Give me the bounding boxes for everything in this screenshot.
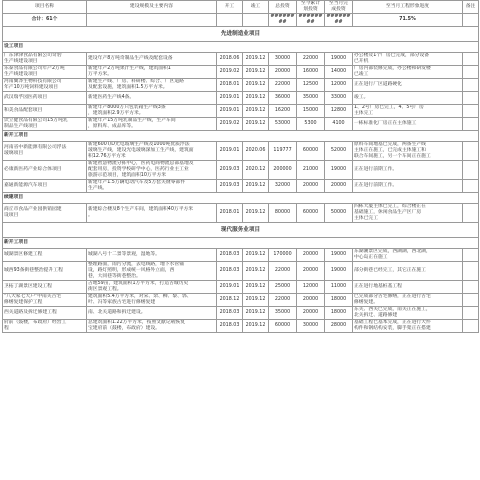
completed-investment: 20000 bbox=[325, 180, 353, 193]
table-row bbox=[3, 118, 479, 131]
project-desc: 新建600T/D光电玻璃生产线及1000吨优质浮法 玻璃生产线，建设光电玻璃深加工生产线，建筑面 积12.76万平方米 bbox=[87, 142, 217, 161]
project-desc: 新建年产2万吨果汁生产线，建筑面积1 万平方米。 bbox=[87, 66, 217, 79]
end-date: 2019.12 bbox=[243, 180, 269, 193]
subsection-header bbox=[3, 193, 479, 204]
completed-investment: 28000 bbox=[325, 320, 353, 333]
total-investment: 36000 bbox=[269, 92, 297, 105]
completed-investment: 14000 bbox=[325, 66, 353, 79]
project-desc: 新建年产15万吨乳制品生产线，生产车间 ，原料库、成品库等。 bbox=[87, 118, 217, 131]
planned-investment: 20000 bbox=[297, 180, 325, 193]
project-name: 商丘市食品产业园供销园建 设项目 bbox=[3, 204, 87, 223]
start-date: 2018.03 bbox=[217, 249, 243, 262]
note bbox=[463, 142, 479, 161]
planned-investment: 20000 bbox=[297, 249, 325, 262]
table-row bbox=[3, 320, 479, 333]
total-investment: 60000 bbox=[269, 320, 297, 333]
header-planned: 至今累计 划投资 bbox=[297, 1, 325, 14]
completed-investment: 4100 bbox=[325, 118, 353, 131]
table-row bbox=[3, 294, 479, 307]
completed-investment: 19000 bbox=[325, 53, 353, 66]
planned-investment: 5300 bbox=[297, 118, 325, 131]
start-date: 2018.03 bbox=[217, 262, 243, 281]
project-desc: 新建智慧物流分拣中心，医药电商物流总部基地及 配套用房，投资学校研学中心，医药行业主工业 旅游示范项目，建筑面积10万平方米 bbox=[87, 161, 217, 180]
project-desc: 建设年产8万吨奇制品生产线及配套设备 bbox=[87, 53, 217, 66]
completed-investment: 52000 bbox=[325, 142, 353, 161]
end-date: 2020.12 bbox=[243, 161, 269, 180]
start-date: 2018.03 bbox=[217, 307, 243, 320]
planned-investment: 21000 bbox=[297, 161, 325, 180]
header-row bbox=[3, 1, 479, 14]
progress-text: 已完成部分古宅修缮，正在进行古宅 修缮复建。 bbox=[353, 294, 463, 307]
table-row bbox=[3, 92, 479, 105]
end-date: 2019.12 bbox=[243, 105, 269, 118]
project-name: 武汉瑞孚园医药项目 bbox=[3, 92, 87, 105]
project-name: 必康新医药产业综合体项目 bbox=[3, 161, 87, 180]
end-date: 2019.12 bbox=[243, 262, 269, 281]
project-desc: 新建综合楼及8个生产车间，建筑面积40万平方米 。 bbox=[87, 204, 217, 223]
total-label: 合计：61个 bbox=[3, 14, 87, 27]
planned-investment: 20000 bbox=[297, 262, 325, 281]
progress-text: 办公楼及1个厂房已完成，部分设备 已开机 bbox=[353, 53, 463, 66]
project-table bbox=[2, 0, 479, 333]
start-date: 2019.01 bbox=[217, 281, 243, 294]
planned-investment: 22000 bbox=[297, 53, 325, 66]
progress-text: 1、2号厂房已完工，4、5号厂房 主体完工 bbox=[353, 105, 463, 118]
start-date: 2018.12 bbox=[217, 294, 243, 307]
total-investment: 25000 bbox=[269, 281, 297, 294]
start-date: 2019.02 bbox=[217, 118, 243, 131]
note bbox=[463, 180, 479, 193]
completed-investment: 19000 bbox=[325, 249, 353, 262]
project-desc: 新建生产线、厂房、科研楼、综合、厂区道路 及配套设施，建筑面积1.5万平方米。 bbox=[87, 79, 217, 92]
progress-text: 基础工程已基本完成，正在进行大件 构件和钢结构安装，脚手架正在搭建 bbox=[353, 320, 463, 333]
project-name: 河南省中新能源有限公司浮法 玻璃项目 bbox=[3, 142, 87, 161]
project-name: 嘉通新能源汽车项目 bbox=[3, 180, 87, 193]
subsection-label: 新开工项目 bbox=[3, 238, 479, 249]
total-investment: 32000 bbox=[269, 180, 297, 193]
table-row bbox=[3, 262, 479, 281]
total-investment: 170000 bbox=[269, 249, 297, 262]
table-row bbox=[3, 161, 479, 180]
start-date: 2018.01 bbox=[217, 204, 243, 223]
total-investment: 35000 bbox=[269, 307, 297, 320]
progress-text: 竣工。 bbox=[353, 92, 463, 105]
table-row bbox=[3, 79, 479, 92]
start-date: 2018.03 bbox=[217, 320, 243, 333]
end-date: 2019.12 bbox=[243, 320, 269, 333]
subsection-header bbox=[3, 238, 479, 249]
end-date: 2019.12 bbox=[243, 294, 269, 307]
total-investment: 119777 bbox=[269, 142, 297, 161]
total-investment: 30000 bbox=[269, 53, 297, 66]
total-investment: 22000 bbox=[269, 79, 297, 92]
note bbox=[463, 262, 479, 281]
project-desc: 南、北关道路和拆迁建设。 bbox=[87, 307, 217, 320]
section-header bbox=[3, 223, 479, 238]
total-investment: 53000 bbox=[269, 118, 297, 131]
progress-text: 厂房内部装修完成，办公楼和研发楼 已竣工 bbox=[353, 66, 463, 79]
table-row bbox=[3, 249, 479, 262]
completed-investment: 11000 bbox=[325, 281, 353, 294]
header-done: 至当月完 成投资 bbox=[325, 1, 353, 14]
total-investment: 16200 bbox=[269, 105, 297, 118]
total-planned: ######## bbox=[270, 14, 295, 25]
note bbox=[463, 92, 479, 105]
total-investment: 22000 bbox=[269, 294, 297, 307]
start-date: 2019.03 bbox=[217, 180, 243, 193]
total-investment: 20000 bbox=[269, 66, 297, 79]
completed-investment: 18000 bbox=[325, 294, 353, 307]
progress-text: 东湖潮景区完成，西湖湖，西北湖， 中心岛正在施工 bbox=[353, 249, 463, 262]
project-name: 卫拓丁湖景区建设工程 bbox=[3, 281, 87, 294]
planned-investment: 35000 bbox=[297, 92, 325, 105]
note bbox=[463, 105, 479, 118]
total-done2: ######## bbox=[326, 14, 351, 25]
project-desc: 占地59亩，建筑面积1万平方米，打造古城历史 街区景观工程。 bbox=[87, 281, 217, 294]
table-row bbox=[3, 307, 479, 320]
start-date: 2018.06 bbox=[217, 53, 243, 66]
end-date: 2019.12 bbox=[243, 118, 269, 131]
progress-text: 四栋大厦主体已完工，综合楼正在 基础施工，休闲食品生产区厂房 主体已完工 bbox=[353, 204, 463, 223]
project-name: 乐泰食品有限公司年产2万吨 生产线建设项目 bbox=[3, 66, 87, 79]
subsection-label: 续建项目 bbox=[3, 193, 479, 204]
total-done: ######## bbox=[298, 14, 323, 25]
header-desc: 建设规模及主要内容 bbox=[87, 1, 217, 14]
progress-text: 原料车间地基已完成，两条生产线 主体正在施工，已完成主体施工和 联合车间施工，另一个车间正在施工 bbox=[353, 142, 463, 161]
completed-investment: 18000 bbox=[325, 307, 353, 320]
planned-investment: 20000 bbox=[297, 307, 325, 320]
project-desc: 建筑面积5.4万平方米，对宋、余、柳、黎、郭、 叶、冯等家族古宅进行修缮复建 bbox=[87, 294, 217, 307]
planned-investment: 60000 bbox=[297, 204, 325, 223]
header-name: 项目名称 bbox=[3, 1, 87, 14]
project-name: 饮立健食品有限公司15万吨乳 制品生产线项目 bbox=[3, 118, 87, 131]
completed-investment: 33000 bbox=[325, 92, 353, 105]
progress-text: 正在进行前期工作。 bbox=[353, 180, 463, 193]
project-desc: 新建医药生产线4条。 bbox=[87, 92, 217, 105]
project-name: 城西93条街巷整治提升工程 bbox=[3, 262, 87, 281]
completed-investment: 19000 bbox=[325, 161, 353, 180]
total-investment: 80000 bbox=[269, 204, 297, 223]
project-desc: 整理路面，雨污分流，去电线路，地下水管铺 设，路灯照明，形成统一风格外立面，西 巷，大同巷等街巷整治。 bbox=[87, 262, 217, 281]
planned-investment: 12000 bbox=[297, 281, 325, 294]
progress-text: 东关、西关已完成，南关正在施工， 北关拆迁、道路修建 bbox=[353, 307, 463, 320]
project-name: 西关道路及拆迁修建工程 bbox=[3, 307, 87, 320]
note bbox=[463, 79, 479, 92]
planned-investment: 30000 bbox=[297, 320, 325, 333]
completed-investment: 12000 bbox=[325, 79, 353, 92]
planned-investment: 16000 bbox=[297, 66, 325, 79]
start-date: 2018.01 bbox=[217, 79, 243, 92]
end-date: 2020.06 bbox=[243, 142, 269, 161]
note bbox=[463, 66, 479, 79]
total-investment: 200000 bbox=[269, 161, 297, 180]
note bbox=[463, 118, 479, 131]
project-name: 河南翼莽生物科技有限公司 年产10万吨饲料建设项目 bbox=[3, 79, 87, 92]
note bbox=[463, 320, 479, 333]
start-date: 2019.01 bbox=[217, 105, 243, 118]
subsection-label: 设工项目 bbox=[3, 42, 479, 53]
note bbox=[463, 204, 479, 223]
start-date: 2019.02 bbox=[217, 66, 243, 79]
section-header bbox=[3, 27, 479, 42]
total-progress: 71.5% bbox=[353, 14, 463, 27]
section-label: 先进制造业项目 bbox=[3, 27, 479, 42]
project-desc: 城湖八号十二景等景观，湿地等。 bbox=[87, 249, 217, 262]
progress-text: 正在进行地基桩基工程 bbox=[353, 281, 463, 294]
table-row bbox=[3, 281, 479, 294]
total-row bbox=[3, 14, 479, 27]
start-date: 2019.01 bbox=[217, 142, 243, 161]
progress-text: 正在进行前期工作。 bbox=[353, 161, 463, 180]
total-investment: 22000 bbox=[269, 262, 297, 281]
note bbox=[463, 161, 479, 180]
subsection-label: 新开工项目 bbox=[3, 131, 479, 142]
header-start: 开工 bbox=[217, 1, 243, 14]
project-name: 广东津津食品有限公司奇豹 生产线建设项目 bbox=[3, 53, 87, 66]
header-note: 备注 bbox=[463, 1, 479, 14]
project-desc: 新建年产1.5万辆电动汽车及5万套关键零部件 生产线。 bbox=[87, 180, 217, 193]
note bbox=[463, 294, 479, 307]
header-progress: 至当月工程形象进度 bbox=[353, 1, 463, 14]
end-date: 2019.12 bbox=[243, 66, 269, 79]
end-date: 2019.12 bbox=[243, 92, 269, 105]
project-name: "八大家七大户"中南关古宅 修缮复建保护工程 bbox=[3, 294, 87, 307]
end-date: 2019.12 bbox=[243, 79, 269, 92]
subsection-header bbox=[3, 42, 479, 53]
project-name: 府前（鼓楼，布政府）经营工 程 bbox=[3, 320, 87, 333]
start-date: 2019.03 bbox=[217, 161, 243, 180]
start-date: 2019.01 bbox=[217, 92, 243, 105]
project-desc: 新建年产8000万只包装箱生产线3条 ，建筑面积2.9万平方米。 bbox=[87, 105, 217, 118]
end-date: 2019.12 bbox=[243, 204, 269, 223]
table-row bbox=[3, 142, 479, 161]
note bbox=[463, 307, 479, 320]
project-desc: 总建筑面积1.22万平方米，按照文献记载恢复 宝建府前（鼓楼，布政府）建设。 bbox=[87, 320, 217, 333]
planned-investment: 12500 bbox=[297, 79, 325, 92]
end-date: 2019.12 bbox=[243, 53, 269, 66]
completed-investment: 19000 bbox=[325, 262, 353, 281]
project-name: 和美食品配套项目 bbox=[3, 105, 87, 118]
table-row bbox=[3, 204, 479, 223]
section-label: 现代服务业项目 bbox=[3, 223, 479, 238]
progress-text: 部分街巷已经完工，其它正在施工 bbox=[353, 262, 463, 281]
subsection-header bbox=[3, 131, 479, 142]
end-date: 2019.12 bbox=[243, 281, 269, 294]
progress-text: 正在进行厂区道路硬化 bbox=[353, 79, 463, 92]
end-date: 2019.12 bbox=[243, 307, 269, 320]
project-name: 城湖景区修建工程 bbox=[3, 249, 87, 262]
planned-investment: 15000 bbox=[297, 105, 325, 118]
table-row bbox=[3, 180, 479, 193]
note bbox=[463, 249, 479, 262]
planned-investment: 20000 bbox=[297, 294, 325, 307]
planned-investment: 60000 bbox=[297, 142, 325, 161]
progress-text: 一栋标准化厂房正在主体施工 bbox=[353, 118, 463, 131]
header-end: 竣工 bbox=[243, 1, 269, 14]
header-invest: 总投资 bbox=[269, 1, 297, 14]
table-row bbox=[3, 105, 479, 118]
completed-investment: 50000 bbox=[325, 204, 353, 223]
end-date: 2019.12 bbox=[243, 249, 269, 262]
note bbox=[463, 53, 479, 66]
table-row bbox=[3, 66, 479, 79]
completed-investment: 12800 bbox=[325, 105, 353, 118]
note bbox=[463, 281, 479, 294]
table-row bbox=[3, 53, 479, 66]
